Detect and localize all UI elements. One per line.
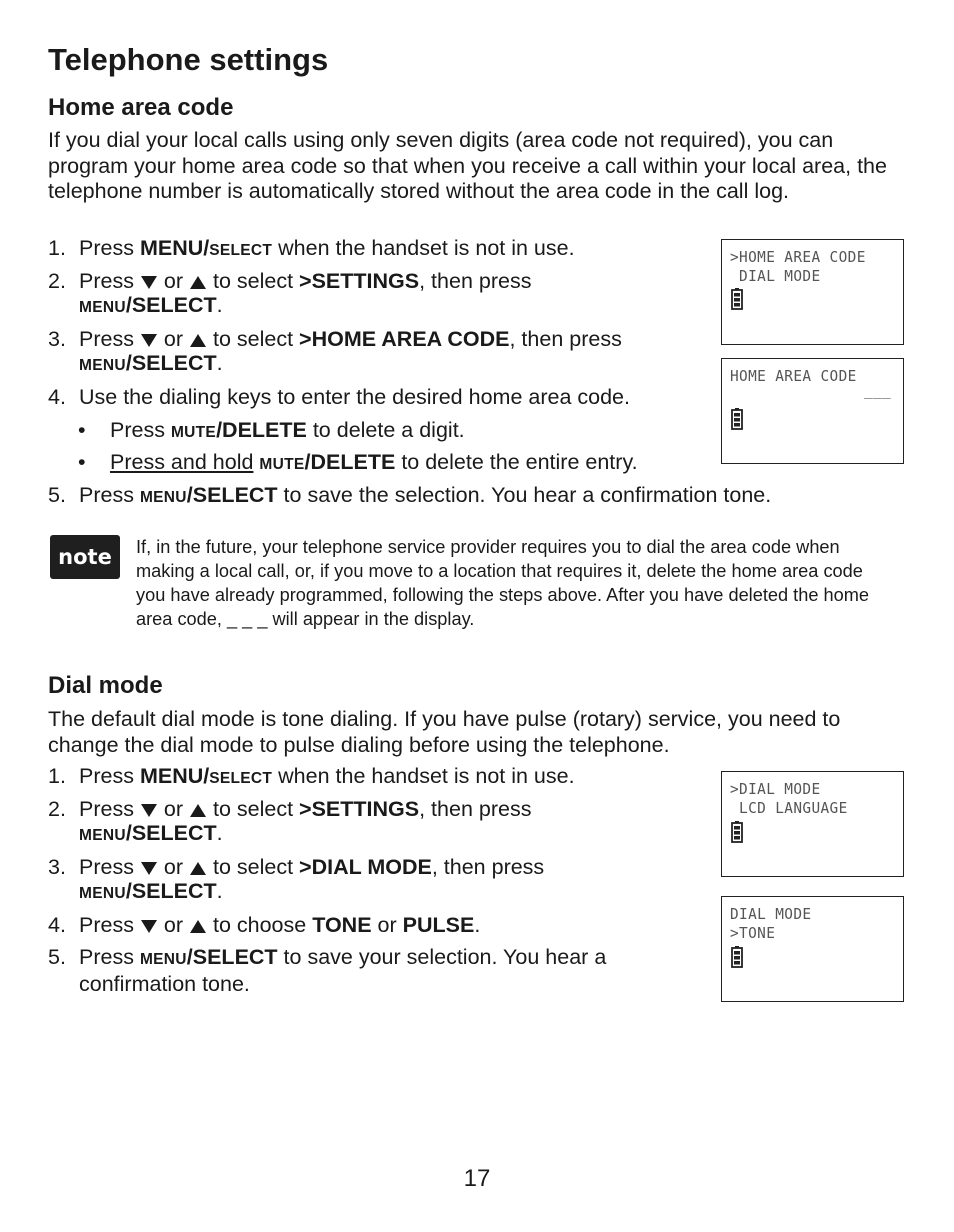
- dial-step-2: 2. Press or to select >SETTINGS, then press MENU/SELECT.: [48, 797, 532, 845]
- menu-key-label: MENU: [79, 885, 126, 902]
- battery-icon: [731, 946, 743, 968]
- menu-key-label: MENU: [79, 357, 126, 374]
- page-title: Telephone settings: [48, 42, 329, 77]
- dial-step-1: 1. Press MENU/SELECT when the handset is not in use.: [48, 764, 575, 788]
- down-arrow-icon: [141, 862, 157, 875]
- page-number: 17: [463, 1165, 491, 1192]
- menu-key-label: MENU/: [139, 236, 210, 260]
- up-arrow-icon: [190, 862, 206, 875]
- note-text: If, in the future, your telephone service provider requires you to dial the area code when making a local call, or, if you move to a location that requires it, delete the home area code you have already programmed, following the steps above. After you have deleted the home area code, _ _ _ will appear in the display.: [136, 537, 870, 629]
- menu-key-label: MENU/: [139, 764, 210, 788]
- select-key-label: SELECT: [209, 242, 273, 259]
- select-key-label: SELECT: [209, 770, 273, 787]
- home-step-2: 2. Press or to select >SETTINGS, then press MENU/SELECT.: [48, 269, 532, 317]
- home-step-5: 5. Press MENU/SELECT to save the selection. You hear a confirmation tone.: [48, 483, 772, 507]
- dial-step-5: 5. Press MENU/SELECT to save your selection. You hear a confirmation tone.: [48, 945, 607, 996]
- home-bullet-2: • Press and hold MUTE/DELETE to delete the entire entry.: [78, 450, 638, 474]
- down-arrow-icon: [141, 276, 157, 289]
- dial-step-4: 4. Press or to choose TONE or PULSE.: [48, 913, 481, 937]
- down-arrow-icon: [141, 920, 157, 933]
- battery-icon: [731, 408, 743, 430]
- dial-mode-intro: The default dial mode is tone dialing. If you have pulse (rotary) service, you need to change the dial mode to pulse dialing before using the telephone.: [48, 707, 841, 757]
- menu-key-label: MENU: [79, 299, 126, 316]
- dial-step-3: 3. Press or to select >DIAL MODE, then press MENU/SELECT.: [48, 855, 545, 903]
- up-arrow-icon: [190, 804, 206, 817]
- home-step-3: 3. Press or to select >HOME AREA CODE, then press MENU/SELECT.: [48, 327, 622, 375]
- home-area-code-intro: If you dial your local calls using only seven digits (area code not required), you can program your home area code so that when you receive a call within your local area, the telephone number is automatically stored without the area code in the call log.: [48, 128, 887, 203]
- note-badge: note: [50, 535, 120, 579]
- menu-key-label: MENU: [139, 951, 187, 968]
- up-arrow-icon: [190, 334, 206, 347]
- home-step-1: 1. Press MENU/SELECT when the handset is not in use.: [48, 236, 575, 260]
- lcd-screen-home-menu: >HOME AREA CODE DIAL MODE: [721, 239, 904, 345]
- down-arrow-icon: [141, 804, 157, 817]
- battery-icon: [731, 821, 743, 843]
- battery-icon: [731, 288, 743, 310]
- down-arrow-icon: [141, 334, 157, 347]
- mute-key-label: MUTE: [170, 424, 217, 441]
- mute-key-label: MUTE: [259, 456, 305, 473]
- home-bullet-1: • Press MUTE/DELETE to delete a digit.: [78, 418, 465, 442]
- up-arrow-icon: [190, 920, 206, 933]
- lcd-screen-dial-mode-tone: DIAL MODE >TONE: [721, 896, 904, 1002]
- menu-key-label: MENU: [139, 489, 187, 506]
- section-heading-dial-mode: Dial mode: [48, 672, 163, 699]
- lcd-screen-home-area-code-entry: HOME AREA CODE ___: [721, 358, 904, 464]
- lcd-screen-dial-menu: >DIAL MODE LCD LANGUAGE: [721, 771, 904, 877]
- home-step-4: 4. Use the dialing keys to enter the desired home area code.: [48, 385, 630, 409]
- menu-key-label: MENU: [79, 827, 126, 844]
- section-heading-home-area-code: Home area code: [48, 94, 234, 121]
- up-arrow-icon: [190, 276, 206, 289]
